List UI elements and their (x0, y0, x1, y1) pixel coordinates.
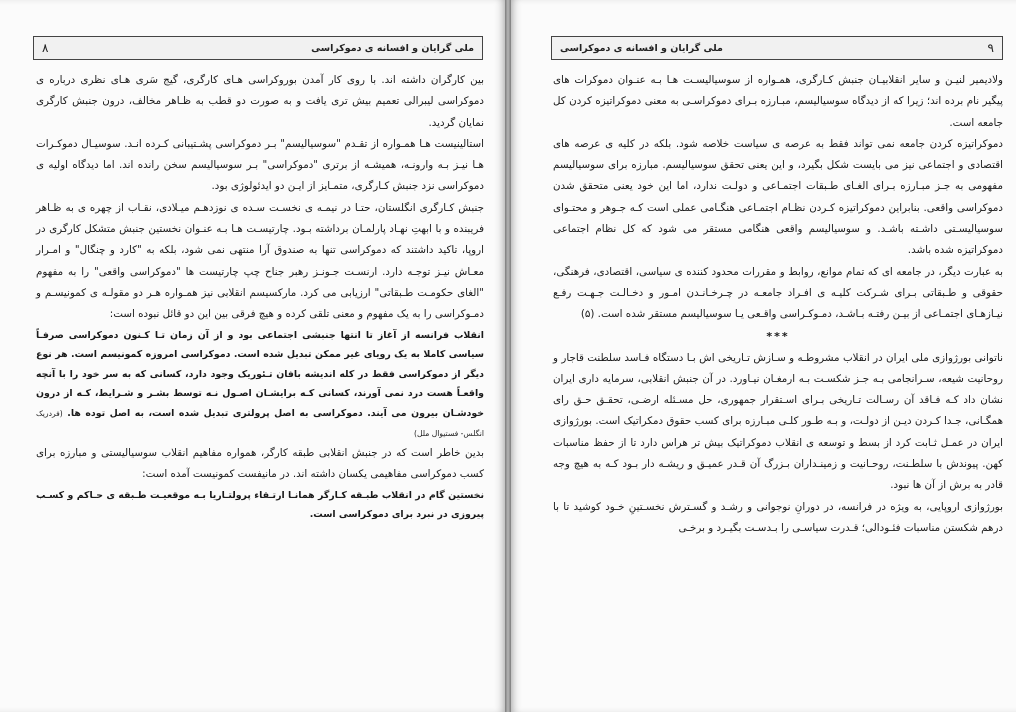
page-body (553, 70, 1003, 539)
quote-source: (فردریک انگلس- فستیوال ملل) (36, 408, 484, 438)
page-body (36, 70, 484, 525)
page-header (33, 36, 483, 60)
paragraph: دموکراتیزه کردن جامعه نمی تواند فقط به عرصه ی سیاست خلاصه شود. بلکه در کلیه ی عرصه های اقتصادی و اجتماعی نیز می بایست شکل بگیرد، و این یعنی تحقق سوسیالیسم. مبارزه برای سوسیالیسم مفهومی به جـز مبـارزه بـرای الغـای طـبقات اجتمـاعی و دولـت ندارد، اما این خود یعنی متحقق شدن دموکراسی واقعی. بنابراین دموکراتیزه کـردن نظـام اجتمـاعی هنگـامی عملی است کـه جـوهر و محتـوای سوسیالیسـتی داشـته باشـد. و سوسیالیسم واقعی هنگامی مستقر می شود که کل نظام اجتماعی دموکراتیزه شده باشد. (553, 137, 1003, 257)
block-quote (36, 326, 484, 444)
block-quote: نخستین گام در انقلاب طبـقه کـارگر همانـا ارتـقاء پرولتـاریا بـه موقعیـت طـبقه ی حـاکم و کسـب پیروزی در نبرد برای دموکراسی است. (36, 489, 484, 521)
paragraph: بدین خاطر است که در جنبش انقلابی طبقه کارگر، همواره مفاهیم انقلاب سوسیالیستی و مبارزه برای کسب دموکراسی مفاهیمی یکسان داشته اند. در مانیفست کمونیست آمده است: (36, 447, 484, 481)
paragraph: جنبش کـارگری انگلستان، حتـا در نیمـه ی نخسـت سـده ی نوزدهـم میـلادی، نقـاب از چهره ی به ظـاهر فریبنده و با ابهتِ نهـاد پارلمـان برداشته بـود. چارتیسـت هـا بـه عنـوان نخستین جنبش متشکل کارگری در اروپا، تاکید داشتند که دموکراسی تنها به صندوق آرا منتهی نمی شود، بلکه به "کارد و چنگال" و امـرار معـاش نیـز توجـه دارد. ارنسـت جـونـز رهبر جناح چپ چارتیست ها "دموکراسی واقعی" را به مفهوم "الغای حکومـت طـبقاتی" ارزیابی می کرد. مارکسیسم انقلابی نیز همـواره هـر دو مقولـه ی کمونیسـم و دمـوکراسی را به یک مفهوم و معنی تلقی کرده و هیچ فرقی بین این دو قائل نبوده است: (36, 201, 484, 321)
running-title: ملی گرایان و افسانه ی دموکراسی (311, 42, 474, 54)
paragraph: استالینیست هـا همـواره از تقـدم "سوسیالیسم" بـر دموکراسی پشـتیبانی کـرده انـد. سوسیـال دموکـرات هـا نیـز بـه وارونـه، همیشـه از برتری "دموکراسی" بـر سوسیالیسم سخن رانده اند. اما دیدگاه اولیه ی دموکراسی نزد جنبش کـارگری، متمـایز از ایـن دو ایدئولوژی بود. (36, 137, 484, 193)
paragraph: به عبارت دیگر، در جامعه ای که تمام موانع، روابط و مقررات محدود کننده ی سیاسی، اقتصادی، فرهنگی، حقوقی و طـبقاتی بـرای شـرکت کلیـه ی افـراد جامعـه در چـرخـانـدن امـور و دخـالـت جـهـت رفـع نیـازهـای اجتمـاعی از بیـن رفتـه بـاشـد، دمـوکـراسی واقـعی یـا سوسیالیسم مستقر شده است. (۵) (553, 265, 1003, 321)
paragraph: ناتوانی بورژوازی ملی ایران در انقلاب مشروطـه و سـازش تـاریخی اش بـا دستگاه فـاسد سلطنت قاجار و روحانیت شیعه، سـرانجامی بـه جـز شکسـت بـه ارمغـان نیـاورد. در آن جنبش انقلابی، سرمایه داری ایران نشان داد کـه فـاقد آن رسـالت تـاریخی بـرای اسـتقرار جمهوری، حل مسـئله ارضـی، تحقـق حـق رای همگـانی، جـدا کـردن دیـن از دولـت، و بـه طـور کلـی مبـارزه برای کسب حقوق دمکراتیک است. بورژوازی ایران در عمـل ثـابت کرد از بسط و توسعه ی انقلاب دموکراتیک بیش تر هراس دارد تا از حفظ مناسبات کهن. پیوندش با سلطـنت، روحـانیت و زمینـداران بـزرگ آن قـدر عمیـق و ریشـه دار بـود کـه به هیچ وجه قادر به برش از آن ها نبود. (553, 351, 1003, 492)
left-page (0, 0, 505, 712)
page-number: ۹ (987, 41, 994, 55)
paragraph: بورژوازی اروپایی، به ویژه در فرانسه، در دورانِ نوجوانی و رشـد و گسـترش نخسـتینِ خـود کوشید تا با درهم شکستن مناسبات فئـودالی؛ قـدرت سیاسـی را بـدسـت بگیـرد و برخـی (553, 500, 1003, 534)
right-page (511, 0, 1016, 712)
page-header (551, 36, 1003, 60)
section-separator: *** (766, 329, 790, 343)
quote-text: انقلاب فرانسه از آغاز تا انتها جنبشی اجتماعی بود و از آن زمان تـا کـنون دموکراسی صرفـاً سیاسی کاملا به یک رویای غیر ممکن تبدیل شده است. دموکراسی امروزه کمونیسم است. هر نوع دیگر از دموکراسی فقط در کله اندیشه بافان تـئوریک وجود دارد، کسانی که به سر خود را با آنچه واقعـاً هست درد نمی آورند، کسانی کـه برایشـان اصـول نـه توسط بشـر و شـرایط، کـه از درون خودشـان بیرون می آیند. دموکراسی به اصل پرولتری تبدیل شده است، به اصل توده ها. (36, 329, 484, 419)
paragraph: بین کارگران داشته اند. با روی کار آمدن بوروکراسی هـای کارگری، گیج سَری هـای نظری درباره ی دموکراسی لیبرالی تعمیم بیش تری یافت و به صورت دو قطب به ظـاهر مخالف، درون جنبش کارگری نمایان گردید. (36, 74, 484, 129)
page-number: ۸ (42, 41, 49, 55)
paragraph: ولادیمیر لنیـن و سایر انقلابیـان جنبش کـارگری، همـواره از سوسیالیسـت هـا بـه عنـوان دموکرات های پیگیر نام برده اند؛ زیرا که از دیدگاه سوسیالیسم، مبـارزه بـرای دموکراسـی به معنی دموکراتیزه کردن کل جامعه است. (553, 74, 1003, 129)
running-title: ملی گرایان و افسانه ی دموکراسی (560, 42, 723, 54)
